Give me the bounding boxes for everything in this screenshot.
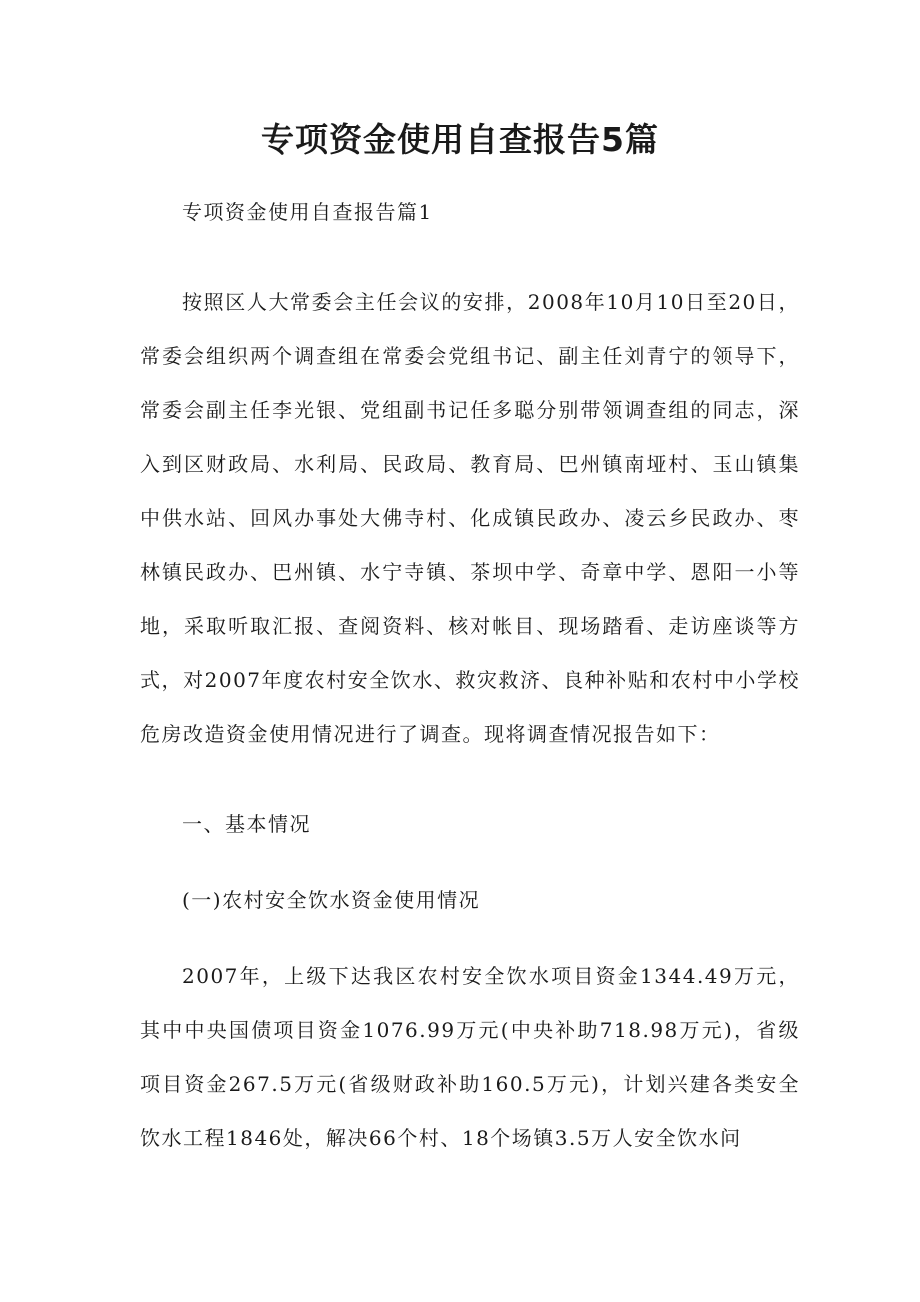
spacer [140,239,800,275]
subsection-paragraph: 2007年，上级下达我区农村安全饮水项目资金1344.49万元，其中中央国债项目资金1076.99万元(中央补助718.98万元)，省级项目资金267.5万元(省级财政补助160.5万元)，计划兴建各类安全饮水工程1846处，解决66个村、18个场镇3.5万人安全饮水问 [140,964,800,1150]
intro-paragraph: 按照区人大常委会主任会议的安排，2008年10月10日至20日，常委会组织两个调查组在常委会党组书记、副主任刘青宁的领导下，常委会副主任李光银、党组副书记任多聪分别带领调查组的同志，深入到区财政局、水利局、民政局、教育局、巴州镇南垭村、玉山镇集中供水站、回风办事处大佛寺村、化成镇民政办、凌云乡民政办、枣林镇民政办、巴州镇、水宁寺镇、茶坝中学、奇章中学、恩阳一小等地，采取听取汇报、查阅资料、核对帐目、现场踏看、走访座谈等方式，对2007年度农村安全饮水、救灾救济、良种补贴和农村中小学校危房改造资金使用情况进行了调查。现将调查情况报告如下： [140,290,800,746]
spacer [140,851,800,873]
section-heading: 一、基本情况 [182,812,311,836]
document-body [140,185,800,1165]
subsection-heading: (一)农村安全饮水资金使用情况 [182,888,481,912]
spacer [140,927,800,949]
report-subtitle: 专项资金使用自查报告篇1 [182,200,433,224]
document-title: 专项资金使用自查报告5篇 [261,120,659,159]
spacer [140,761,800,797]
